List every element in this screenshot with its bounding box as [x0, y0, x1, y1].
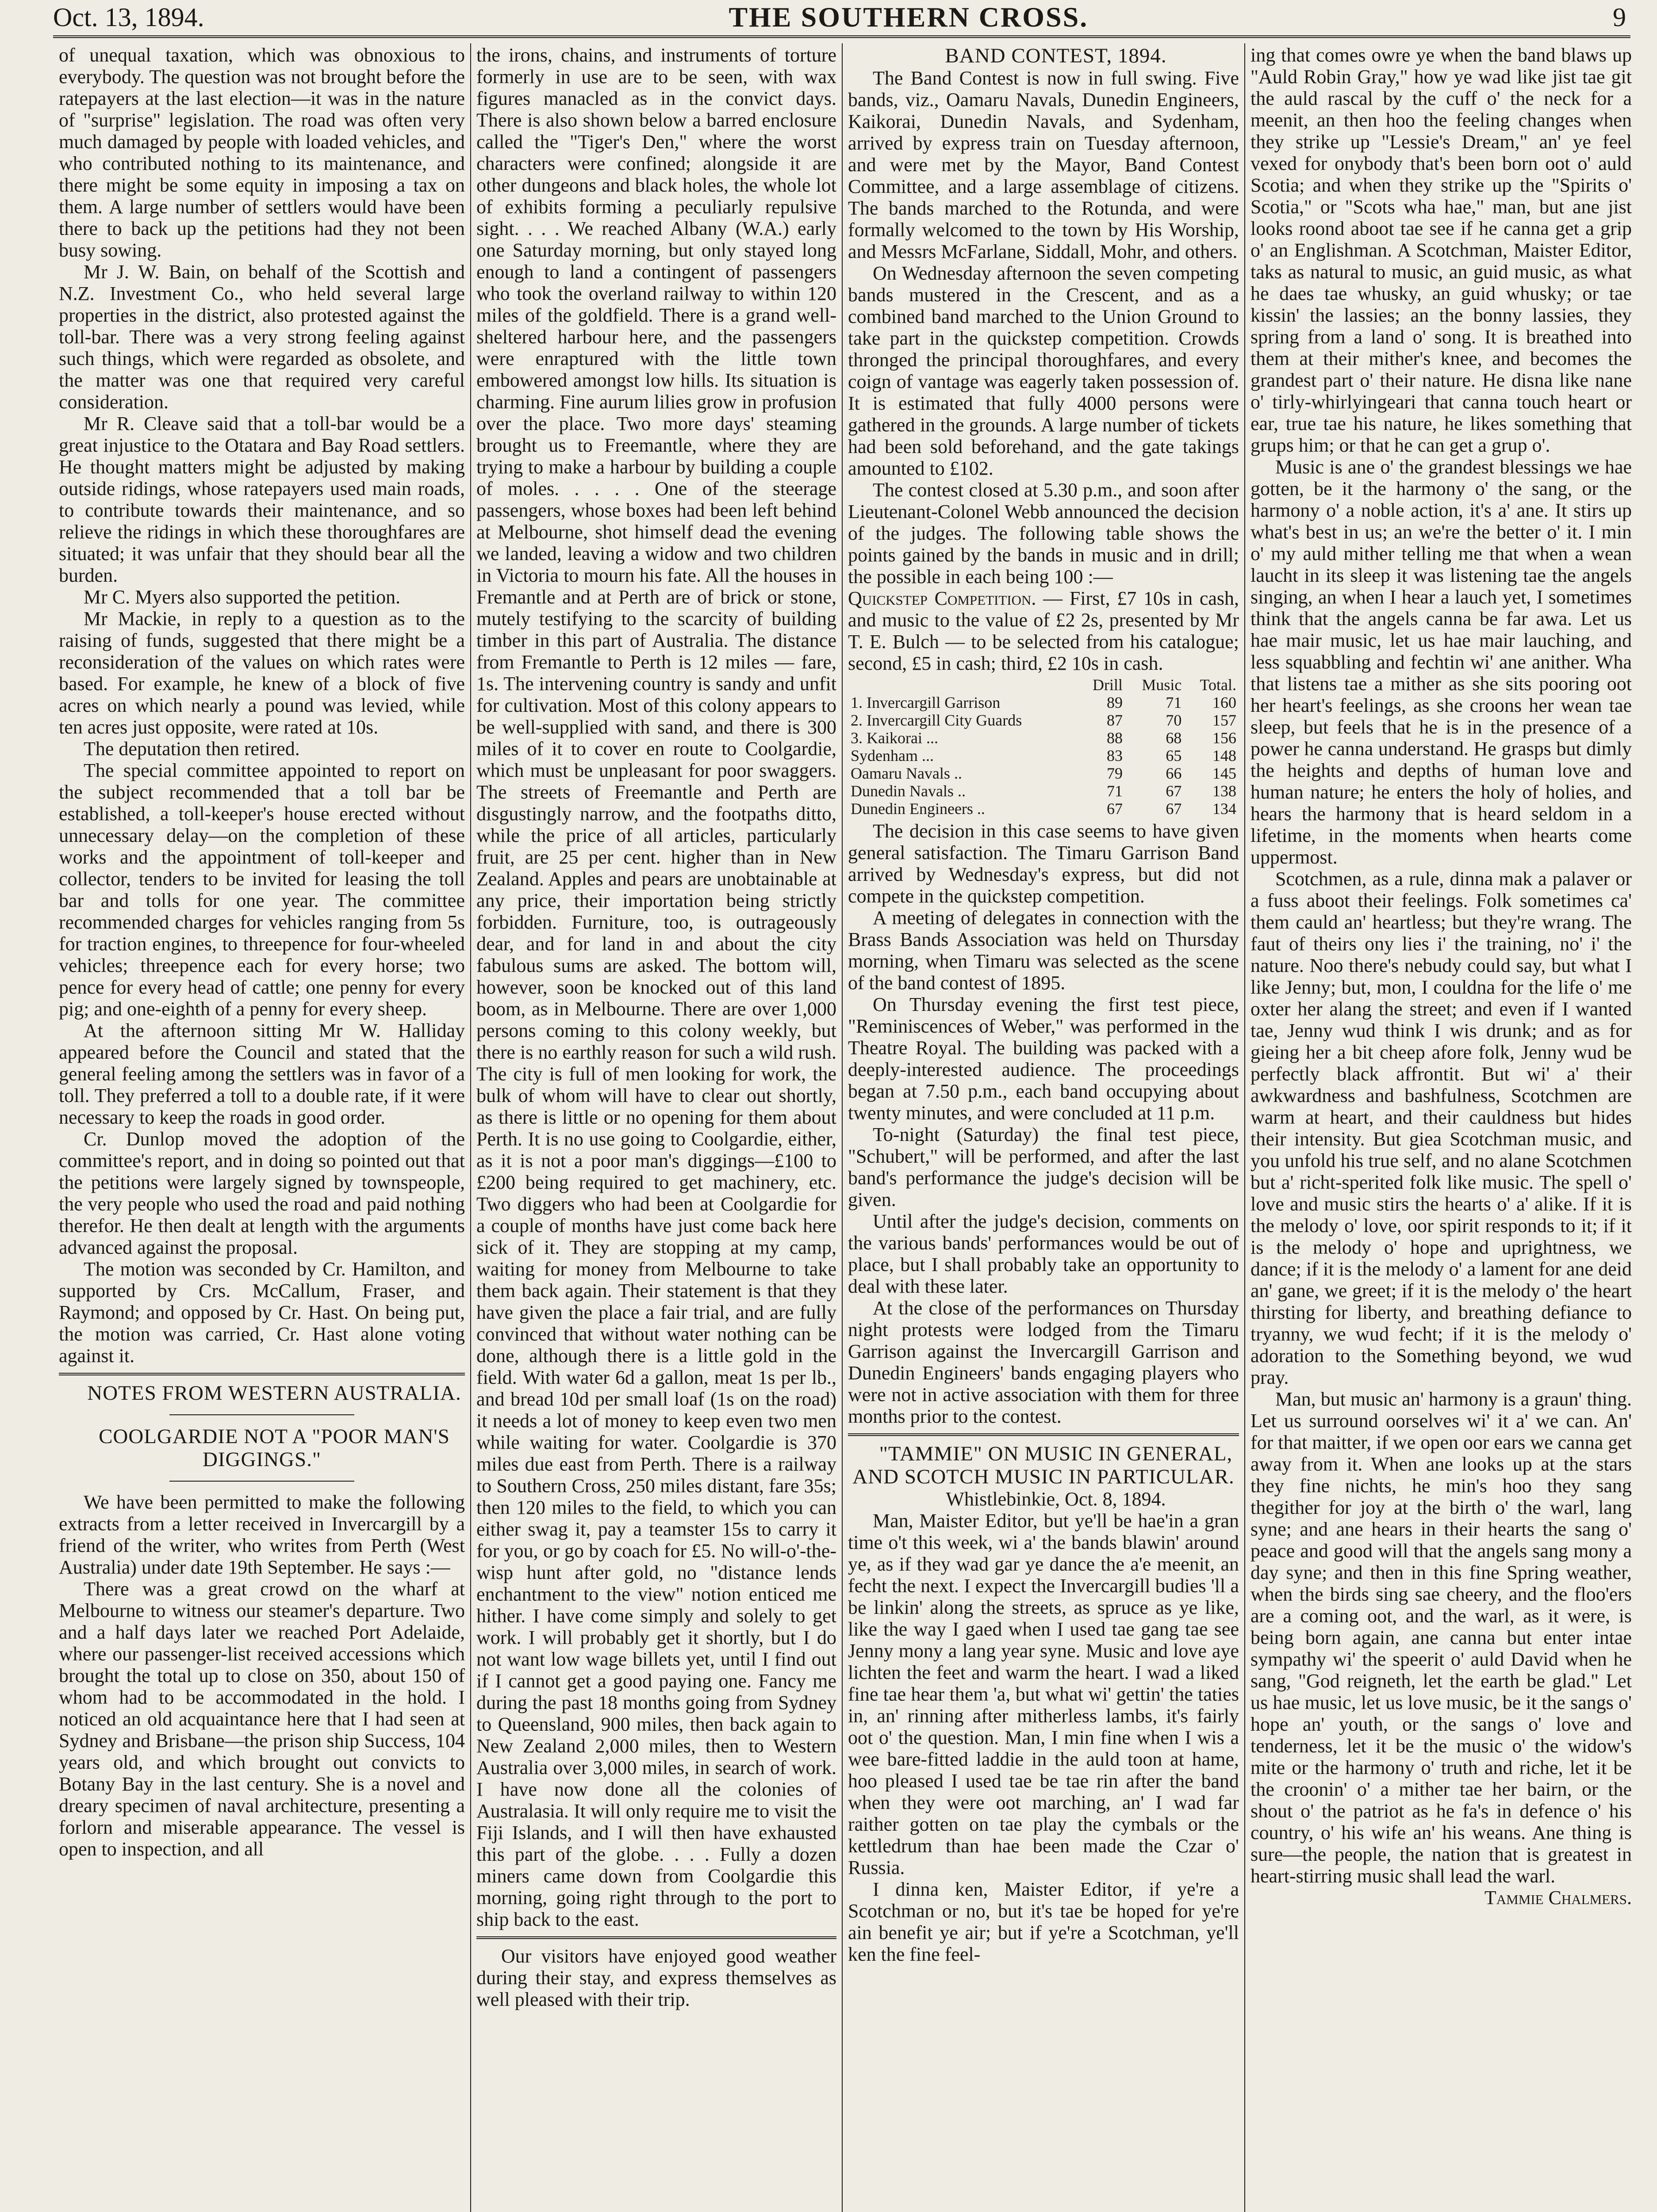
article-paragraph: The Band Contest is now in full swing. Five bands, viz., Oamaru Navals, Dunedin Engineers, Kaikorai, Dunedin Navals, and Sydenham, arrived by express train on Tuesday afternoon, and were met by the Mayor, Band Contest Committee, and a large assemblage of citizens. The bands marched to the Rotunda, and were formally welcomed to the town by His Worship, and Messrs McFarlane, Siddall, Mohr, and others. — [848, 67, 1239, 262]
article-paragraph: The contest closed at 5.30 p.m., and soon after Lieutenant-Colonel Webb announced the decision of the judges. The following table shows the points gained by the bands in music and in drill; the possible in each being 100 :— — [848, 479, 1239, 588]
headline: BAND CONTEST, 1894. — [945, 44, 1167, 67]
article-paragraph: On Thursday evening the first test piece, "Reminiscences of Weber," was performed in the Theatre Royal. The building was packed with a deeply-interested audience. The proceedings began at 7.50 p.m., each band occupying about twenty minutes, and were concluded at 11 p.m. — [848, 994, 1239, 1124]
music-score: 68 — [1166, 729, 1182, 747]
table-row — [848, 800, 1239, 818]
drill-score: 89 — [1106, 694, 1123, 711]
article-paragraph: To-night (Saturday) the final test piece, "Schubert," will be performed, and after the last band's performance the judge's decision will be given. — [848, 1124, 1239, 1210]
column-1 — [59, 44, 465, 2212]
newspaper-title: THE SOUTHERN CROSS. — [729, 1, 1089, 33]
drill-score: 71 — [1106, 782, 1123, 800]
section-rule — [848, 1433, 1239, 1436]
dateline: Whistlebinkie, Oct. 8, 1894. — [946, 1488, 1166, 1510]
music-score: 65 — [1166, 747, 1182, 764]
music-score: 70 — [1166, 711, 1182, 729]
masthead — [53, 1, 1630, 33]
column-divider — [842, 43, 843, 2212]
results-header: Music — [1142, 676, 1182, 694]
article-paragraph: The motion was seconded by Cr. Hamilton, and supported by Crs. McCallum, Fraser, and Raymond; and opposed by Cr. Hast. On being put, the motion was carried, Cr. Hast alone voting against it. — [59, 1258, 465, 1367]
article-paragraph: Our visitors have enjoyed good weather during their stay, and express themselves as well pleased with their trip. — [476, 1945, 836, 2010]
article-paragraph: ing that comes owre ye when the band blaws up "Auld Robin Gray," how ye wad like jist tae git the auld rascal by the cuff o' the neck for a meenit, an then hoo the feeling changes when they strike up "Lessie's Dream," an' ye feel vexed for onybody that's been born oot o' auld Scotia; and when they strike up the "Spirits o' Scotia," or "Scots wha hae," man, but ane jist looks roond aboot tae see if he canna get a grip o' an Englishman. A Scotchman, Maister Editor, taks as natural to music, an guid music, as what he daes tae whusky, an guid whusky; or tae kissin' the lassies; an the bonny lassies, they spring from a land o' song. It is breathed into them at their mither's knee, and becomes the grandest part o' their nature. He disna like nane o' tirly-whirlyingeari that canna touch heart or ear, true tae his nature, he likes something that grups him; or that he can get a grup o'. — [1250, 44, 1632, 456]
headline: "TAMMIE" ON MUSIC IN GENERAL, AND SCOTCH MUSIC IN PARTICULAR. — [852, 1442, 1235, 1488]
total-score: 160 — [1212, 694, 1236, 711]
article-paragraph: The deputation then retired. — [84, 738, 300, 760]
total-score: 134 — [1212, 800, 1236, 818]
music-score: 67 — [1166, 800, 1182, 818]
table-row — [848, 694, 1239, 711]
article-paragraph: The decision in this case seems to have given general satisfaction. The Timaru Garrison Band arrived by Wednesday's express, but did not compete in the quickstep competition. — [848, 820, 1239, 907]
headline: NOTES FROM WESTERN AUSTRALIA. — [87, 1382, 461, 1405]
drill-score: 83 — [1106, 747, 1123, 764]
article-paragraph: The special committee appointed to report on the subject recommended that a toll bar be established, a toll-keeper's house erected without unnecessary delay—on the completion of these works and the appointment of toll-keeper and collector, tenders to be invited for leasing the toll bar and tolls for one year. The committee recommended charges for vehicles ranging from 5s for traction engines, to threepence for four-wheeled vehicles; threepence each for every horse; two pence for every head of cattle; one penny for every pig; and one-eighth of a penny for every sheep. — [59, 760, 465, 1020]
headline-rule — [169, 1481, 354, 1482]
headline-rule — [169, 1414, 354, 1415]
article-paragraph: We have been permitted to make the following extracts from a letter received in Invercargill by a friend of the writer, who writes from Perth (West Australia) under date 19th September. He says :— — [59, 1491, 465, 1578]
band-name: Dunedin Engineers .. — [851, 800, 985, 818]
section-rule — [476, 1936, 836, 1939]
article-paragraph: Until after the judge's decision, comments on the various bands' performances would be out of place, but I shall probably take an opportunity to deal with these later. — [848, 1210, 1239, 1297]
total-score: 148 — [1212, 747, 1236, 764]
article-paragraph: Mr J. W. Bain, on behalf of the Scottish and N.Z. Investment Co., who held several large properties in the district, also protested against the toll-bar. There was a very strong feeling against such things, which were regarded as obsolete, and the matter was one that required very careful consideration. — [59, 261, 465, 413]
article-paragraph: On Wednesday afternoon the seven competing bands mustered in the Crescent, and as a combined band marched to the Union Ground to take part in the quickstep competition. Crowds thronged the principal thoroughfares, and every coign of vantage was eagerly taken possession of. It is estimated that fully 4000 persons were gathered in the grounds. A large number of tickets had been sold beforehand, and the gate takings amounted to £102. — [848, 262, 1239, 479]
article-paragraph: At the close of the performances on Thursday night protests were lodged from the Timaru Garrison against the Invercargill Garrison and Dunedin Engineers' bands engaging players who were not in active association with them for three months prior to the contest. — [848, 1297, 1239, 1427]
results-header-row — [848, 676, 1239, 694]
table-row — [848, 782, 1239, 800]
drill-score: 67 — [1106, 800, 1123, 818]
article-paragraph: I dinna ken, Maister Editor, if ye're a Scotchman or no, but it's tae be hoped for ye're ain benefit ye air; but if ye're a Scotchman, ye'll ken the fine feel- — [848, 1878, 1239, 1965]
total-score: 156 — [1212, 729, 1236, 747]
competition-label: Quickstep Competition. — [848, 588, 1036, 609]
band-name: 1. Invercargill Garrison — [851, 694, 1001, 711]
article-paragraph: There was a great crowd on the wharf at Melbourne to witness our steamer's departure. Two and a half days later we reached Port Adelaide, where our passenger-list received accessions which brought the total up to close on 350, about 150 of whom had to be accommodated in the hold. I noticed an old acquaintance here that I had seen at Sydney and Brisbane—the prison ship Success, 104 years old, and which brought out convicts to Botany Bay in the last century. She is a novel and dreary specimen of naval architecture, presenting a forlorn and miserable appearance. The vessel is open to inspection, and all — [59, 1578, 465, 1860]
author-signature: Tammie Chalmers. — [1484, 1887, 1632, 1909]
band-name: 2. Invercargill City Guards — [851, 711, 1022, 729]
article-paragraph: Mr Mackie, in reply to a question as to the raising of funds, suggested that there might be a reconsideration of the values on which rates were based. For example, he knew of a block of five acres on which nearly a pound was levied, while ten acres just opposite, were rated at 10s. — [59, 608, 465, 738]
article-paragraph: At the afternoon sitting Mr W. Halliday appeared before the Council and stated that the general feeling among the settlers was in favor of a toll. They preferred a toll to a double rate, if it were necessary to keep the roads in good order. — [59, 1020, 465, 1128]
article-paragraph: Mr C. Myers also supported the petition. — [84, 586, 401, 608]
total-score: 157 — [1212, 711, 1236, 729]
table-row — [848, 764, 1239, 782]
band-name: Dunedin Navals .. — [851, 782, 966, 800]
drill-score: 79 — [1106, 764, 1123, 782]
column-2 — [476, 44, 836, 2212]
masthead-rule — [53, 35, 1630, 38]
drill-score: 88 — [1106, 729, 1123, 747]
article-paragraph: Man, Maister Editor, but ye'll be hae'in a gran time o't this week, wi a' the bands blawin' around ye, as if they wad gar ye dance the a'e meenit, an fecht the next. I expect the Invercargill budies 'll a be linkin' along the streets, as spruce as ye like, like the way I gaed when I used tae gang tae see Jenny mony a lang year syne. Music and love aye lichten the feet and warm the heart. I wad a liked fine tae hear them 'a, but what wi' gettin' the taties in, an' rinning after mitherless lambs, it's fairly oot o' the question. Man, I min fine when I wis a wee bare-fitted laddie in the auld toon at hame, hoo pleased I used tae be tae rin after the band when they were oot marching, an' I wad far raither gotten on tae play the cymbals or the kettledrum than hae been made the Czar o' Russia. — [848, 1510, 1239, 1878]
page-number: 9 — [1612, 3, 1626, 32]
results-header: Total. — [1200, 676, 1236, 694]
band-name: 3. Kaikorai ... — [851, 729, 938, 747]
results-table — [848, 676, 1239, 818]
music-score: 71 — [1166, 694, 1182, 711]
band-name: Oamaru Navals .. — [851, 764, 962, 782]
table-row — [848, 729, 1239, 747]
article-paragraph: the irons, chains, and instruments of torture formerly in use are to be seen, with wax figures manacled as in the convict days. There is also shown below a barred enclosure called the "Tiger's Den," where the worst characters were confined; alongside it are other dungeons and black holes, the whole lot of exhibits forming a peculiarly repulsive sight. . . . We reached Albany (W.A.) early one Saturday morning, but only stayed long enough to land a contingent of passengers who took the overland railway to within 120 miles of the goldfield. There is a grand well-sheltered harbour here, and the passengers were enraptured with the little town embowered amongst low hills. Its situation is charming. Fine aurum lilies grow in profusion over the place. Two more days' steaming brought us to Freemantle, where they are trying to make a harbour by building a couple of moles. . . . . One of the steerage passengers, whose boxes had been left behind at Melbourne, shot himself dead the evening we landed, leaving a widow and two children in Victoria to mourn his fate. All the houses in Fremantle and at Perth are of brick or stone, mutely testifying to the scarcity of building timber in this part of Australia. The distance from Fremantle to Perth is 12 miles — fare, 1s. The intervening country is sandy and unfit for cultivation. Most of this colony appears to be well-supplied with sand, and there is 300 miles of it to cover en route to Coolgardie, which must be unpleasant for poor swaggers. The streets of Freemantle and Perth are disgustingly narrow, and the footpaths ditto, while the price of all articles, particularly fruit, are 25 per cent. higher than in New Zealand. Apples and pears are unobtainable at any price, their importation being strictly forbidden. Furniture, too, is outrageously dear, and for land in and about the city fabulous sums are asked. The bottom will, however, soon be knocked out of this land boom, as in Melbourne. There are over 1,000 persons coming to this colony weekly, but there is no earthly reason for such a wild rush. The city is full of men looking for work, the bulk of whom will have to clear out shortly, as there is little or no opening for them about Perth. It is no use going to Coolgardie, either, as it is not a poor man's diggings—£100 to £200 being required to get machinery, etc. Two diggers who had been at Coolgardie for a couple of months have just come back here sick of it. They are stopping at my camp, waiting for money from Melbourne to take them back again. Their statement is that they have given the place a fair trial, and are fully convinced that without water nothing can be done, although there is a little gold in the field. With water 6d a gallon, meat 1s per lb., and bread 10d per small loaf (1s on the road) it needs a lot of money to keep even two men while waiting for water. Coolgardie is 370 miles due east from Perth. There is a railway to Southern Cross, 250 miles distant, fare 35s; then 120 miles to the field, to which you can either swag it, pay a teamster 15s to carry it for you, or go by coach for £5. No will-o'-the-wisp hunt after gold, no "distance lends enchantment to the view" notion enticed me hither. I have come simply and solely to get work. I will probably get it shortly, but I do not want low wage billets yet, until I find out if I cannot get a good paying one. Fancy me during the past 18 months going from Sydney to Queensland, 900 miles, then back again to New Zealand 2,000 miles, then to Western Australia over 3,000 miles, in search of work. I have now done all the colonies of Australasia. It will only require me to visit the Fiji Islands, and I will then have exhausted this part of the globe. . . . Fully a dozen miners came down from Coolgardie this morning, going right through to the port to ship back to the east. — [476, 44, 836, 1930]
competition-text: — First, £7 10s in cash, and music to the value of £2 2s, presented by Mr T. E. Bulch — to be selected from his catalogue; second, £5 in cash; third, £2 10s in cash. — [848, 588, 1239, 674]
article-paragraph: Man, but music an' harmony is a graun' thing. Let us surround oorselves wi' it a' we can. An' for that maitter, if we open oor ears we canna get away from it. When ane looks up at the stars they fine nichts, he min's hoo they sang thegither for joy at the birth o' the warl, lang syne; and ane hears in their hearts the sang o' peace and good will that the angels sang mony a day syne; and then in this fine Spring weather, when the birds sing sae cheery, and the floo'ers are a coming oot, and the warl, as it were, is being born again, ane canna but enter intae sympathy wi' the speerit o' auld David when he sang, "God reigneth, let the earth be glad." Let us hae music, let us love music, be it the sangs o' hope an' youth, or the sangs o' love and tenderness, let it be the music o' the widow's mite or the harmony o' truth and riche, let it be the croonin' o' a mither tae her bairn, or the shout o' the patriot as he fa's in defence o' his country, o' his wife an' his weans. Ane thing is sure—the people, the nation that is greatest in heart-stirring music shall lead the warl. — [1250, 1388, 1632, 1887]
headline: COOLGARDIE NOT A "POOR MAN'S DIGGINGS." — [99, 1425, 450, 1471]
column-4 — [1250, 44, 1632, 2212]
drill-score: 87 — [1106, 711, 1123, 729]
results-header: Drill — [1092, 676, 1123, 694]
column-3 — [848, 44, 1239, 2212]
music-score: 66 — [1166, 764, 1182, 782]
article-paragraph: Scotchmen, as a rule, dinna mak a palaver or a fuss aboot their feelings. Folk sometimes ca' them cauld an' heartless; but they're wrang. The faut of theirs ony lies i' the training, no' i' the nature. Noo there's nebudy could say, but what I like Jenny; but, mon, I couldna for the life o' me oxter her alang the street; and even if I wanted tae, Jenny wud think I wis drunk; and as for gieing her a bit cheep afore folk, Jenny wud be perfectly black affrontit. But wi' a' their awkwardness and bashfulness, Scotchmen are warm at heart, and their cauldness but hides their intensity. But giea Scotchman music, and you unfold his true self, and no alane Scotchmen but a' richt-sperited folk like music. The spell o' love and music stirs the hearts o' a' alike. If it is the melody o' love, oor spirit responds to it; if it is the melody o' hope and uprightness, we dance; if it is the melody o' a lament for ane deid an' gane, we greet; if it is the melody o' the heart thirsting for liberty, and breathing defiance to tryanny, we wud fecht; if it is the melody o' adoration to the Something beyond, we wud pray. — [1250, 868, 1632, 1388]
article-paragraph: Cr. Dunlop moved the adoption of the committee's report, and in doing so pointed out that the petitions were largely signed by townspeople, the very people who used the road and paid nothing therefor. He then dealt at length with the arguments advanced against the proposal. — [59, 1128, 465, 1258]
article-paragraph: Music is ane o' the grandest blessings we hae gotten, be it the harmony o' the sang, or the harmony o' a noble action, it's a' ane. It stirs up what's best in us; an we're the better o' it. I min o' my auld mither telling me that when a wean laucht in its sleep it was listening tae the angels singing, an when I hear a lauch yet, I sometimes think that the angels canna be far awa. Let us hae mair music, let us hae mair lauching, and less squabbling and fechtin wi' ane anither. Wha that listens tae a mither as she sits pooring oot her heart's feelings, as she croons her wean tae sleep, but feels that he is in the presence of a power he canna understand. He grasps but dimly the heights and depths of human love and human nature; he enters the holy of holies, and hears the harmony that is heard seldom in a lifetime, in the moments when hearts come uppermost. — [1250, 456, 1632, 868]
column-divider — [1244, 43, 1245, 2212]
article-paragraph: Mr R. Cleave said that a toll-bar would be a great injustice to the Otatara and Bay Road settlers. He thought matters might be adjusted by making outside ridings, whose ratepayers used main roads, to contribute towards their maintenance, and so relieve the ridings in which these thoroughfares are situated; it was unfair that they should bear all the burden. — [59, 413, 465, 586]
total-score: 145 — [1212, 764, 1236, 782]
table-row — [848, 711, 1239, 729]
results-header — [848, 676, 1079, 694]
article-paragraph: A meeting of delegates in connection with the Brass Bands Association was held on Thursday morning, when Timaru was selected as the scene of the band contest of 1895. — [848, 907, 1239, 994]
table-row — [848, 747, 1239, 764]
section-rule — [59, 1373, 465, 1375]
article-paragraph: of unequal taxation, which was obnoxious to everybody. The question was not brought before the ratepayers at the last election—it was in the nature of "surprise" legislation. The road was often very much damaged by people with loaded vehicles, and who contributed nothing to its maintenance, and there might be some equity in imposing a tax on them. A large number of settlers would have been there to back up the petitions had they not been busy sowing. — [59, 44, 465, 261]
band-name: Sydenham ... — [851, 747, 934, 764]
article-paragraph — [848, 588, 1239, 674]
column-divider — [470, 43, 471, 2212]
music-score: 67 — [1166, 782, 1182, 800]
total-score: 138 — [1212, 782, 1236, 800]
issue-date: Oct. 13, 1894. — [53, 3, 204, 32]
